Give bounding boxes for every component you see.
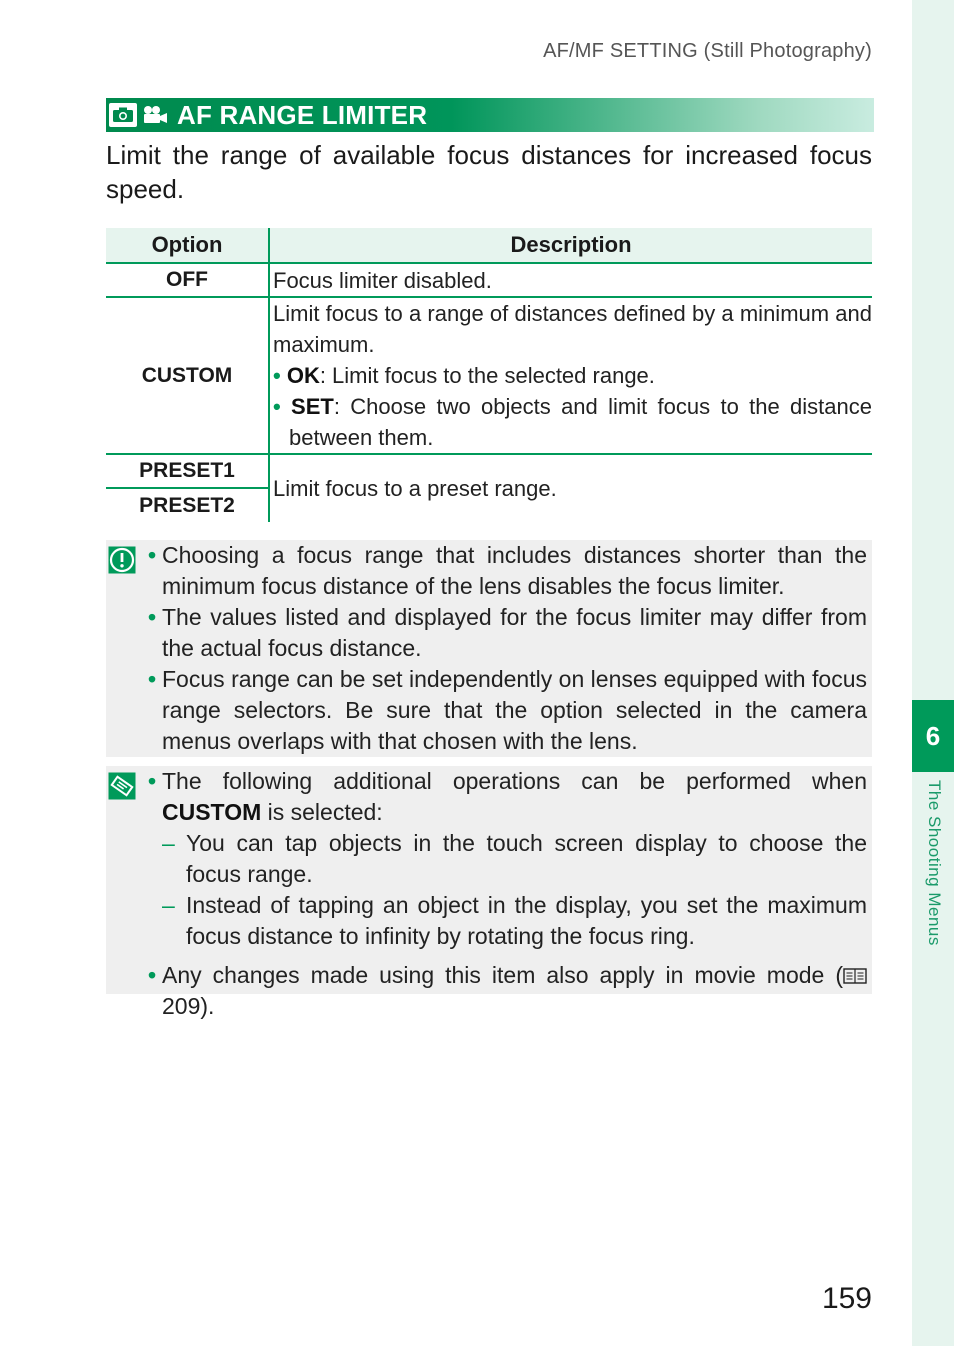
option-preset-description: Limit focus to a preset range. xyxy=(273,476,557,501)
section-heading-bar xyxy=(106,98,874,132)
caution-list xyxy=(106,540,872,757)
chapter-label: The Shooting Menus xyxy=(925,780,944,946)
ok-label: OK xyxy=(286,363,320,388)
book-icon xyxy=(843,962,867,988)
table-row xyxy=(106,454,872,488)
list-item: – You can tap objects in the touch screen display to choose the focus range. xyxy=(186,828,867,890)
note-box xyxy=(106,766,872,1019)
caution-icon xyxy=(108,546,136,574)
set-label: SET xyxy=(291,394,334,419)
option-custom-description xyxy=(269,297,872,454)
note-icon xyxy=(108,772,136,800)
option-preset2: PRESET2 xyxy=(106,488,269,522)
list-item: • The values listed and displayed for the focus limiter may differ from the actual focus distance. xyxy=(148,602,867,664)
set-text: : Choose two objects and limit focus to the distance between them. xyxy=(289,394,872,450)
custom-keyword: CUSTOM xyxy=(162,799,262,825)
running-header: AF/MF SETTING (Still Photography) xyxy=(543,40,872,62)
custom-ok-item: • OK: Limit focus to the selected range. xyxy=(273,363,655,388)
note-item-tail: ). xyxy=(200,993,215,1019)
list-item: • Choosing a focus range that includes distances shorter than the minimum focus distance of the lens disables the focus limiter. xyxy=(148,540,867,602)
section-title: AF RANGE LIMITER xyxy=(177,99,428,130)
description-column-header: Description xyxy=(269,228,872,263)
chapter-tab[interactable]: 6 xyxy=(912,700,954,772)
list-item: • Focus range can be set independently on lenses equipped with focus range selectors. Be sure that the option selected in the camera menus overlaps with that chosen with the lens. xyxy=(148,664,867,757)
list-item xyxy=(148,960,867,1022)
custom-set-item: • SET: Choose two objects and limit focus to the distance between them. xyxy=(273,394,872,450)
note-item-text: Any changes made using this item also apply in movie mode ( xyxy=(162,962,843,988)
caution-box xyxy=(106,540,872,757)
option-preset1: PRESET1 xyxy=(106,454,269,488)
list-item: – Instead of tapping an object in the display, you set the maximum focus distance to infinity by rotating the focus ring. xyxy=(186,890,867,952)
options-table xyxy=(106,228,872,522)
page-reference-link[interactable]: 209 xyxy=(162,993,201,1019)
option-off-description: Focus limiter disabled. xyxy=(269,263,872,297)
page-number: 159 xyxy=(821,1282,872,1315)
camera-icon xyxy=(109,103,137,127)
note-list xyxy=(106,766,872,1022)
option-custom: CUSTOM xyxy=(106,297,269,454)
intro-paragraph: Limit the range of available focus distances for increased focus speed. xyxy=(106,140,872,204)
option-column-header: Option xyxy=(106,228,269,263)
list-item xyxy=(148,766,867,952)
table-row xyxy=(106,297,872,454)
chapter-sidebar xyxy=(912,0,954,1346)
table-row xyxy=(106,263,872,297)
note-item-text: The following additional operations can be performed when xyxy=(162,768,867,794)
note-sub-list xyxy=(162,828,867,952)
video-camera-icon xyxy=(141,103,169,127)
option-off: OFF xyxy=(106,263,269,297)
ok-text: : Limit focus to the selected range. xyxy=(319,363,655,388)
note-item-tail: is selected: xyxy=(261,799,383,825)
custom-description-text: Limit focus to a range of distances defined by a minimum and maximum. xyxy=(273,301,872,357)
